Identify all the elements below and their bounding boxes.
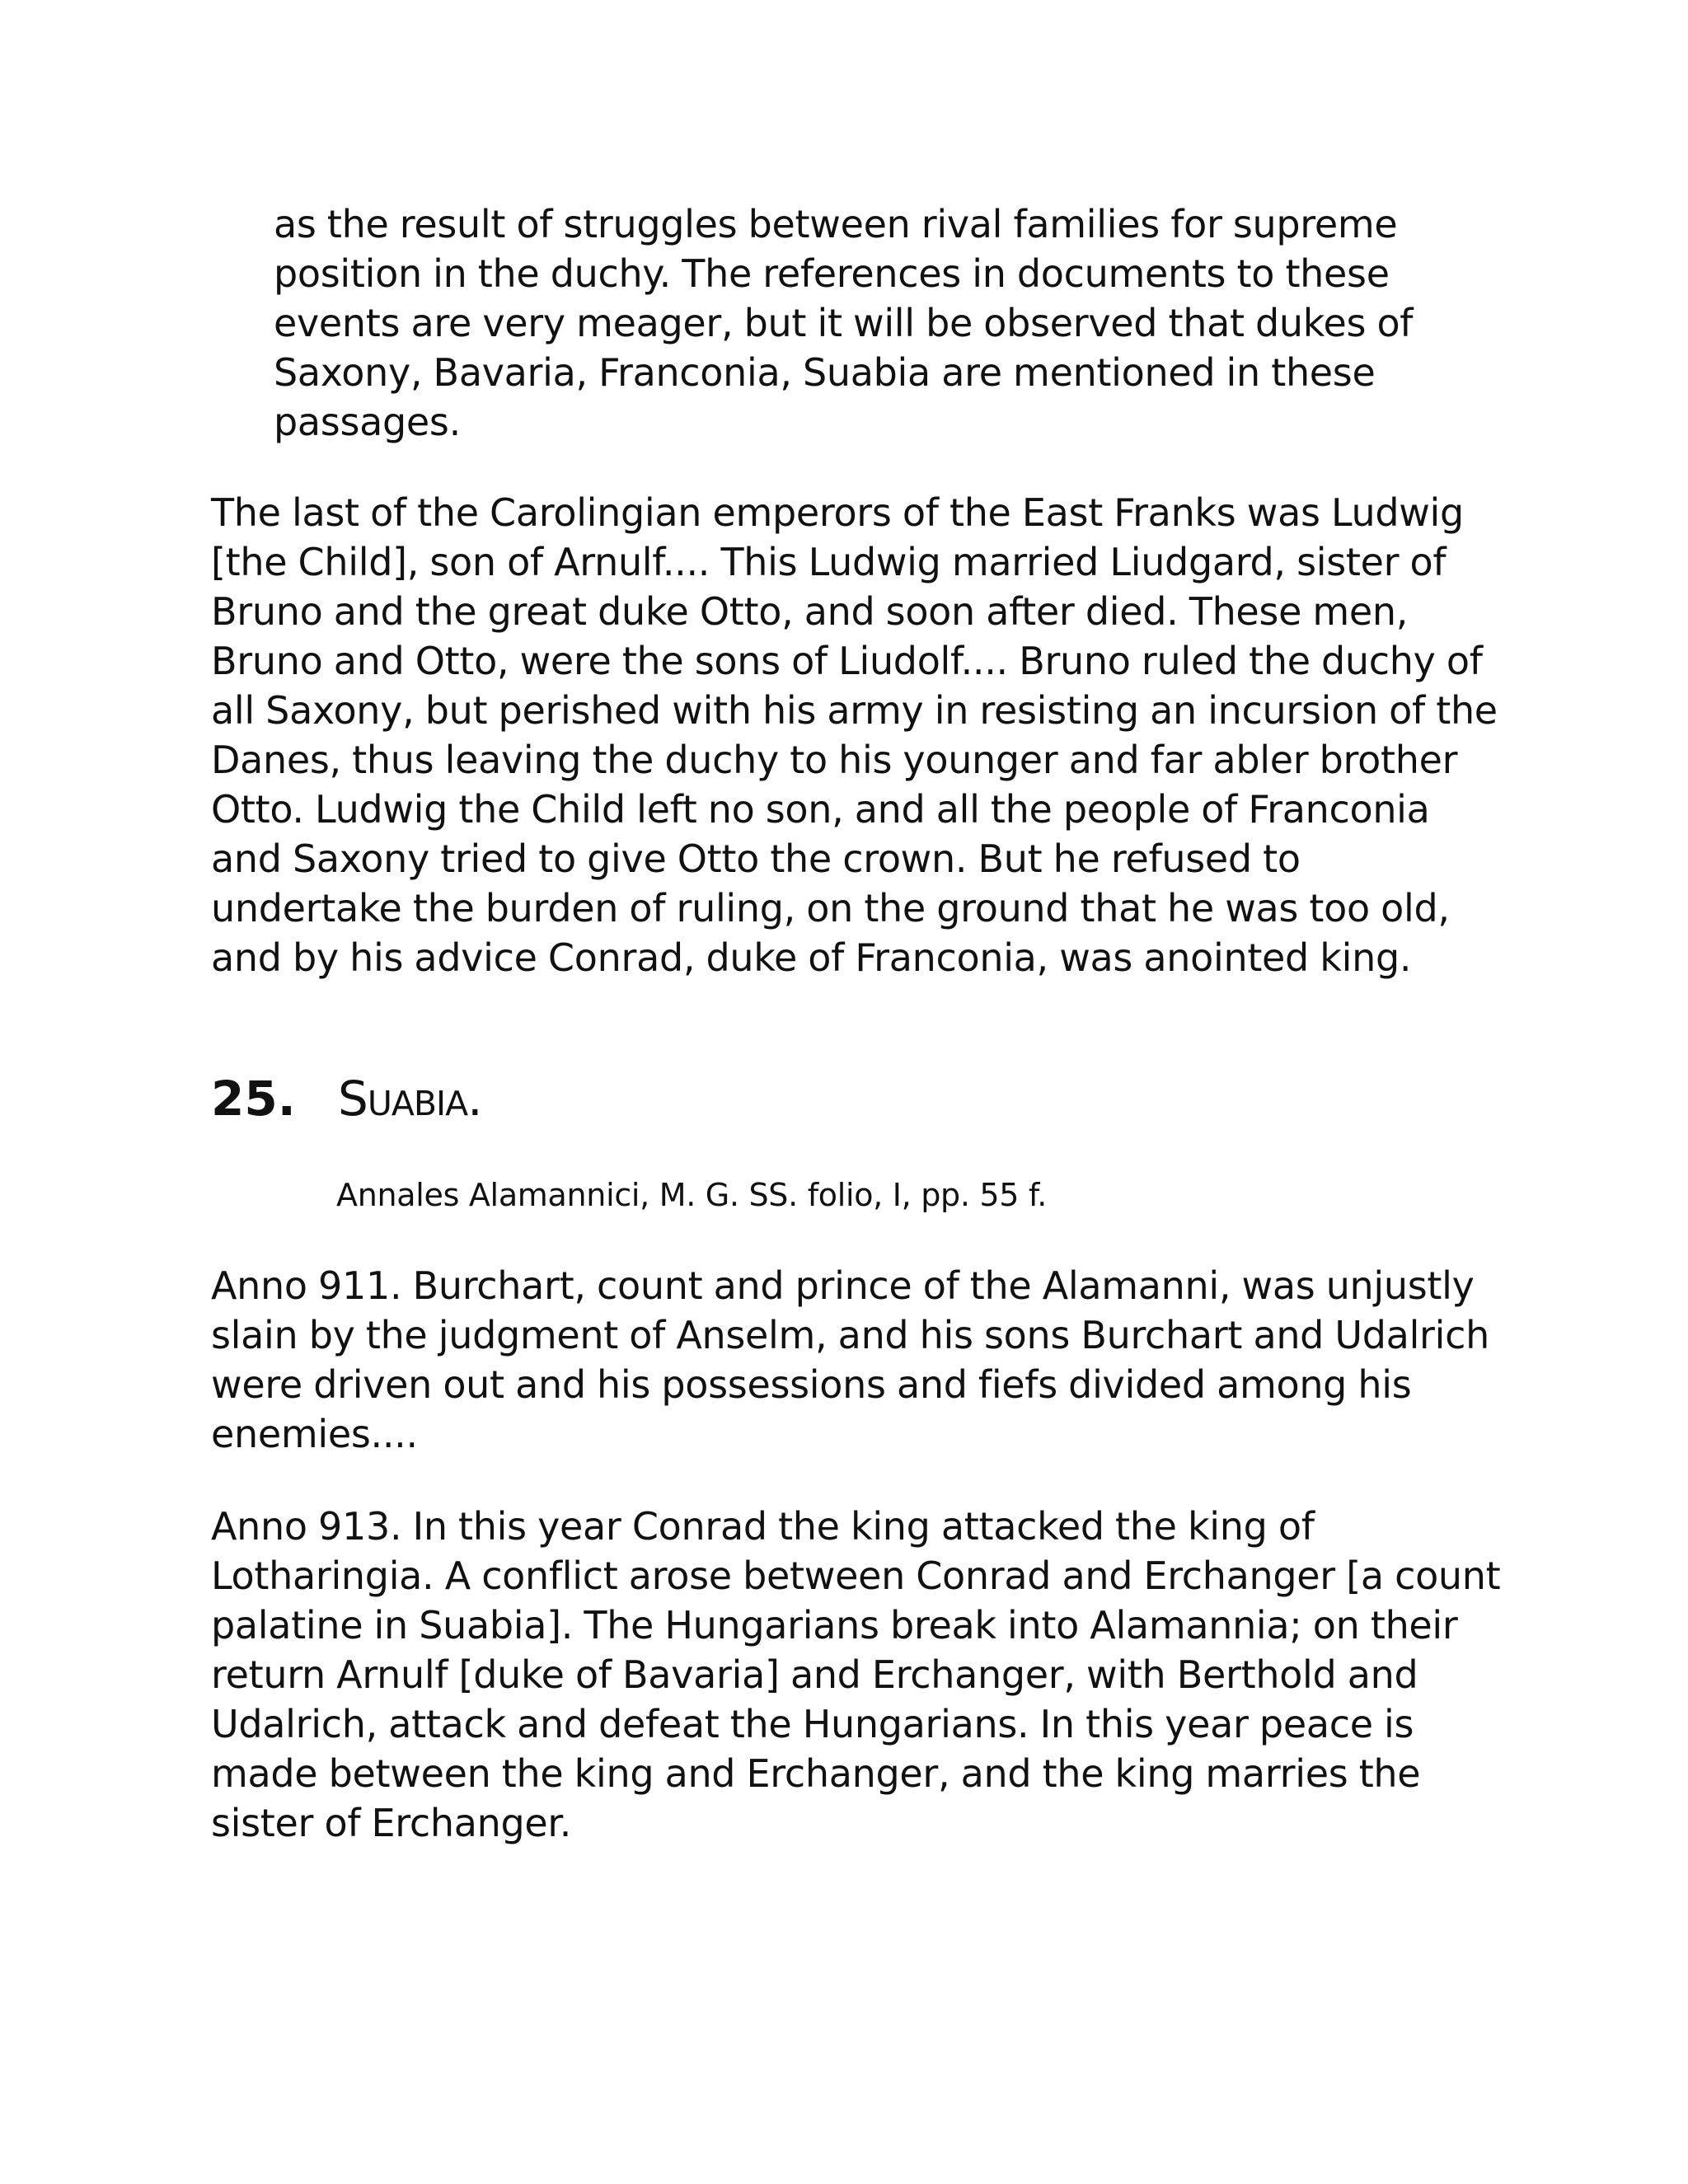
text-line: slain by the judgment of Anselm, and his sons Burchart and Udalrich	[211, 1313, 1489, 1357]
text-line: events are very meager, but it will be observed that dukes of	[274, 301, 1414, 345]
text-line: Lotharingia. A conflict arose between Conrad and Erchanger [a count	[211, 1554, 1501, 1598]
section-number: 25.	[211, 1071, 296, 1127]
intro-paragraph	[274, 199, 1413, 447]
text-line: Danes, thus leaving the duchy to his younger and far abler brother	[211, 738, 1458, 782]
carolingian-paragraph	[211, 488, 1498, 982]
text-line: were driven out and his possessions and fiefs divided among his	[211, 1362, 1412, 1407]
text-line: enemies....	[211, 1412, 418, 1456]
text-line: Udalrich, attack and defeat the Hungarians. In this year peace is	[211, 1702, 1414, 1746]
section-heading	[211, 1070, 482, 1127]
text-line: made between the king and Erchanger, and the king marries the	[211, 1751, 1421, 1796]
text-line: Anno 913. In this year Conrad the king attacked the king of	[211, 1504, 1315, 1549]
text-line: Saxony, Bavaria, Franconia, Suabia are mentioned in these	[274, 350, 1376, 395]
text-line: position in the duchy. The references in documents to these	[274, 251, 1390, 296]
anno-911-paragraph	[211, 1261, 1489, 1459]
text-line: Bruno and Otto, were the sons of Liudolf.... Bruno ruled the duchy of	[211, 639, 1483, 683]
text-line: sister of Erchanger.	[211, 1801, 572, 1845]
source-citation: Annales Alamannici, M. G. SS. folio, I, pp. 55 f.	[336, 1177, 1048, 1213]
text-line: return Arnulf [duke of Bavaria] and Erchanger, with Berthold and	[211, 1652, 1418, 1697]
anno-913-paragraph	[211, 1502, 1500, 1848]
text-line: Anno 911. Burchart, count and prince of the Alamanni, was unjustly	[211, 1263, 1475, 1308]
text-line: Otto. Ludwig the Child left no son, and all the people of Franconia	[211, 787, 1430, 832]
text-line: passages.	[274, 400, 461, 444]
text-line: undertake the burden of ruling, on the ground that he was too old,	[211, 886, 1450, 930]
text-line: and Saxony tried to give Otto the crown. But he refused to	[211, 837, 1301, 881]
text-line: [the Child], son of Arnulf.... This Ludwig married Liudgard, sister of	[211, 540, 1447, 584]
text-line: palatine in Suabia]. The Hungarians break into Alamannia; on their	[211, 1603, 1458, 1647]
text-line: and by his advice Conrad, duke of Franconia, was anointed king.	[211, 935, 1412, 980]
text-line: as the result of struggles between rival families for supreme	[274, 202, 1398, 246]
text-line: all Saxony, but perished with his army in resisting an incursion of the	[211, 688, 1498, 733]
text-line: The last of the Carolingian emperors of the East Franks was Ludwig	[211, 490, 1464, 535]
section-title: Suabia.	[338, 1071, 482, 1127]
text-line: Bruno and the great duke Otto, and soon after died. These men,	[211, 589, 1409, 634]
